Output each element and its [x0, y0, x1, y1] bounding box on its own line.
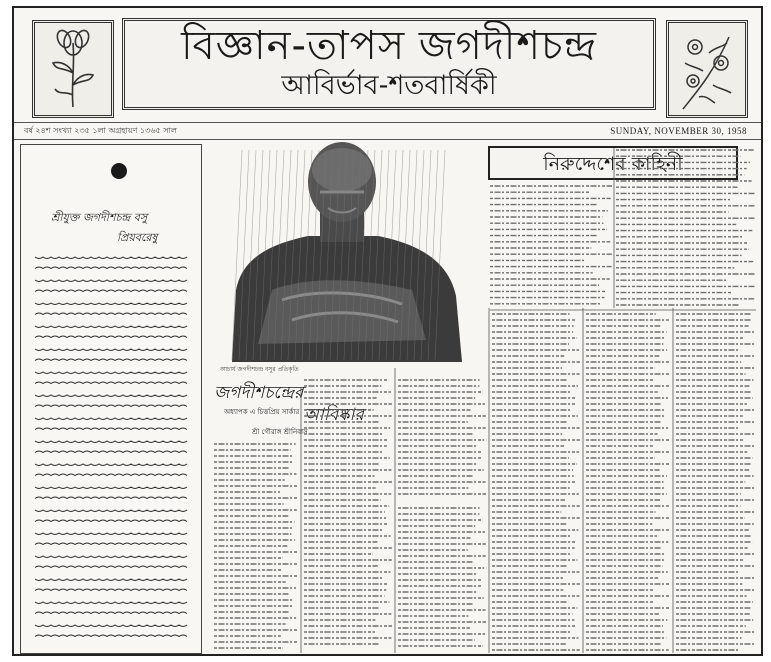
article1-byline-2: শ্রী গৌরাঙ্গ শ্রীনিবাস	[252, 428, 308, 436]
article1-heading-2: আবিষ্কার	[304, 405, 364, 425]
letter-greeting: শ্রীযুক্ত জগদীশচন্দ্র বসু	[51, 211, 148, 224]
letter-salutation: প্রিয়বরেষু	[117, 231, 158, 244]
masthead-subtitle: আবির্ভাব-শতবার্ষিকী	[281, 70, 497, 101]
article1-column-2	[304, 380, 392, 644]
body-text-columns	[14, 8, 763, 656]
article3-column	[398, 508, 486, 646]
masthead-title: বিজ্ঞান-তাপস জগদীশচন্দ্র	[181, 23, 597, 69]
photo-caption: আচার্য জগদীশচন্দ্র বসুর প্রতিকৃতি	[220, 366, 299, 373]
dateline-issue: বর্ষ ২৪শ সংখ্যা ২৩৫ ১লা অগ্রহায়ণ ১৩৬৫ সাল	[24, 126, 177, 135]
article2-heading: নিরুদ্দেশের কাহিনী	[543, 153, 683, 175]
right-column-2	[586, 314, 670, 650]
newspaper-page	[12, 6, 763, 656]
dateline-date: SUNDAY, NOVEMBER 30, 1958	[610, 126, 747, 136]
article1-byline: অধ্যাপক এ চিত্তপ্রিয় সার্কার	[224, 408, 300, 416]
right-column-3	[676, 314, 756, 650]
article1-column-1	[214, 444, 298, 648]
article1-heading: জগদীশচন্দ্রের	[214, 383, 304, 403]
article2-column-2	[616, 150, 756, 305]
article2-column-1	[490, 186, 612, 304]
right-column-1	[492, 314, 580, 650]
article1-column-3	[398, 380, 486, 494]
